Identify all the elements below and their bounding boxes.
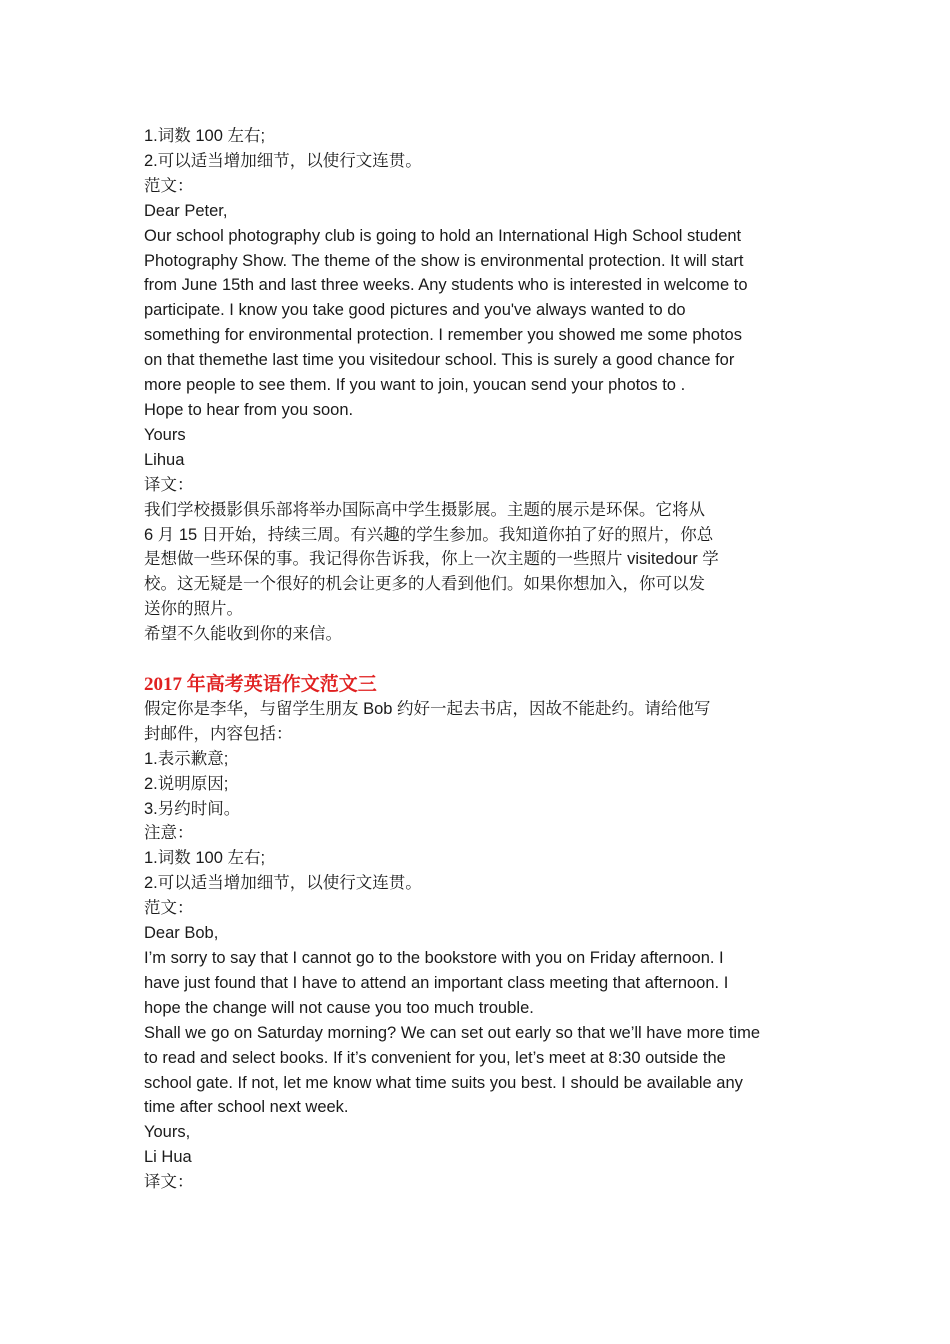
translation-line: 是想做一些环保的事。我记得你告诉我，你上一次主题的一些照片 visitedour 学 (144, 550, 719, 569)
translation-line: 校。这无疑是一个很好的机会让更多的人看到他们。如果你想加入，你可以发 (144, 575, 705, 594)
letter-line: on that themethe last time you visitedour school. This is surely a good chance for (144, 351, 735, 370)
letter-line: from June 15th and last three weeks. Any students who is interested in welcome to (144, 276, 748, 295)
translation-label: 译文： (144, 1173, 194, 1192)
letter-line: Photography Show. The theme of the show is environmental protection. It will start (144, 251, 744, 270)
section-two-translation (144, 498, 808, 647)
letter-line: Lihua (144, 450, 185, 469)
letter-line: Hope to hear from you soon. (144, 400, 354, 419)
letter-line: participate. I know you take good pictures and you've always wanted to do (144, 301, 686, 320)
translation-line: 6 月 15 日开始，持续三周。有兴趣的学生参加。我知道你拍了好的照片，你总 (144, 525, 714, 544)
section-three-content-points (144, 747, 808, 822)
translation-line: 送你的照片。 (144, 600, 243, 619)
letter-line: Our school photography club is going to hold an International High School student (144, 226, 742, 245)
requirement-line: 1.词数 100 左右; (144, 127, 266, 145)
translation-line: 希望不久能收到你的来信。 (144, 625, 342, 644)
prompt-line: 封邮件，内容包括： (144, 724, 293, 743)
requirement-line: 2.可以适当增加细节，以使行文连贯。 (144, 874, 422, 893)
letter-line: to read and select books. If it’s convenient for you, let’s meet at 8:30 outside the (144, 1048, 726, 1067)
translation-line: 我们学校摄影俱乐部将举办国际高中学生摄影展。主题的展示是环保。它将从 (144, 500, 705, 519)
section-spacer (144, 647, 808, 672)
letter-line: Dear Peter, (144, 201, 228, 220)
letter-line: more people to see them. If you want to join, youcan send your photos to . (144, 376, 686, 395)
content-point: 2.说明原因; (144, 774, 229, 793)
section-three-heading: 2017 年高考英语作文范文三 (144, 673, 377, 695)
letter-line: Yours (144, 425, 186, 444)
letter-line: I’m sorry to say that I cannot go to the bookstore with you on Friday afternoon. I (144, 948, 724, 967)
section-three-prompt (144, 697, 808, 747)
letter-line: something for environmental protection. I remember you showed me some photos (144, 326, 742, 345)
content-point: 3.另约时间。 (144, 799, 241, 818)
letter-line: hope the change will not cause you too much trouble. (144, 998, 534, 1017)
section-three-requirements (144, 846, 808, 896)
sample-label: 范文： (144, 176, 194, 195)
letter-line: have just found that I have to attend an important class meeting that afternoon. I (144, 973, 729, 992)
translation-label: 译文： (144, 475, 194, 494)
notes-label: 注意： (144, 824, 194, 843)
content-point: 1.表示歉意; (144, 749, 229, 768)
requirement-line: 1.词数 100 左右; (144, 849, 266, 868)
section-two-requirements (144, 124, 808, 174)
prompt-line: 假定你是李华，与留学生朋友 Bob 约好一起去书店，因故不能赴约。请给他写 (144, 699, 711, 718)
document-page (144, 124, 808, 1195)
letter-line: Li Hua (144, 1148, 192, 1167)
letter-line: time after school next week. (144, 1098, 349, 1117)
section-two-sample-letter (144, 199, 808, 473)
letter-line: Shall we go on Saturday morning? We can set out early so that we’ll have more time (144, 1023, 761, 1042)
requirement-line: 2.可以适当增加细节，以使行文连贯。 (144, 151, 422, 170)
letter-line: Dear Bob, (144, 924, 219, 943)
sample-label: 范文： (144, 899, 194, 918)
letter-line: Yours, (144, 1123, 191, 1142)
section-three-sample-letter (144, 921, 808, 1170)
letter-line: school gate. If not, let me know what time suits you best. I should be available any (144, 1073, 743, 1092)
